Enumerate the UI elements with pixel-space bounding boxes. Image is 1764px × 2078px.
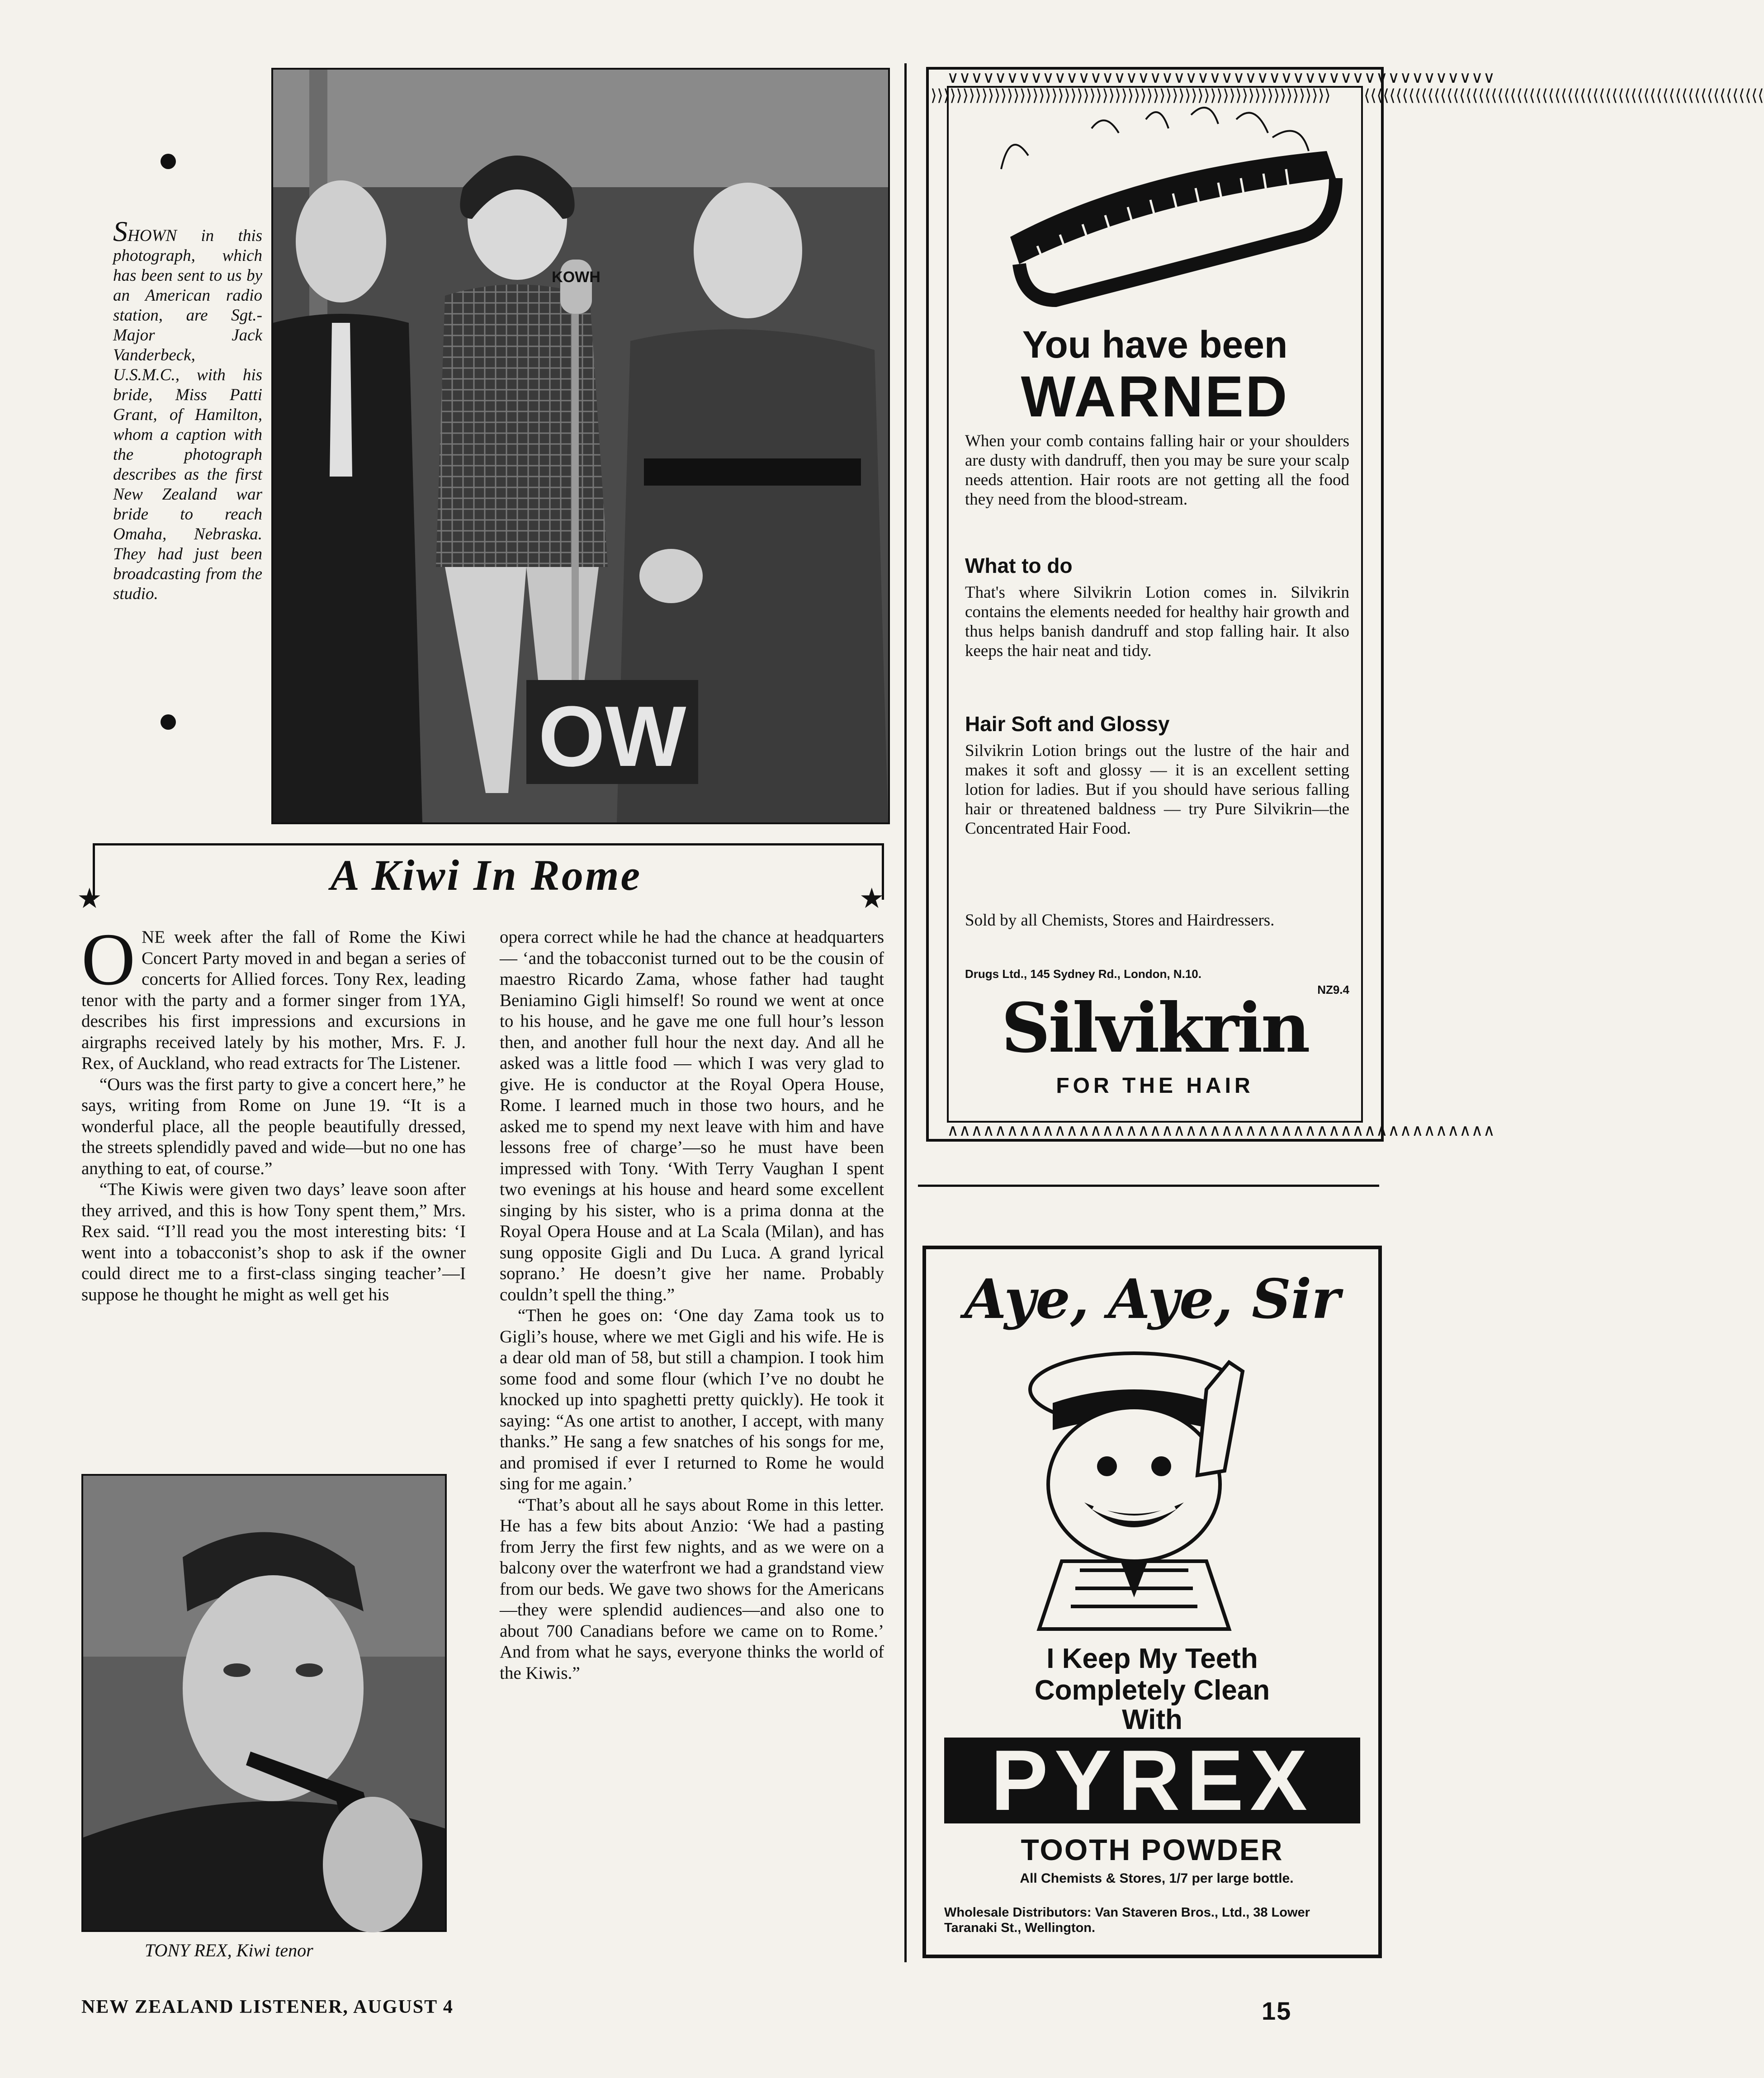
portrait-caption-name: TONY REX, <box>145 1940 232 1960</box>
caption-bullet-bottom <box>161 714 176 730</box>
article-column-1 <box>81 918 466 1305</box>
couple-photograph <box>271 68 890 824</box>
ad-section-what-to-do-text: That's where Silvikrin Lotion comes in. Silvikrin contains the elements needed for healthy hair growth and thus helps banish dandruff and stop falling hair. It also keeps the hair neat and tidy. <box>965 583 1349 660</box>
pyrex-distributor: Wholesale Distributors: Van Staveren Bros., Ltd., 38 Lower Taranaki St., Wellington. <box>944 1905 1310 1935</box>
caption-bullet-top <box>161 154 176 169</box>
ad-headline-warned: WARNED <box>1021 364 1289 429</box>
photo-caption <box>113 215 262 604</box>
page-number: 15 <box>1262 1997 1292 2025</box>
ad-section-hair-soft: Hair Soft and Glossy <box>965 712 1170 736</box>
zigzag-border-bottom: ∧∧∧∧∧∧∧∧∧∧∧∧∧∧∧∧∧∧∧∧∧∧∧∧∧∧∧∧∧∧∧∧∧∧∧∧∧∧∧∧∧∧∧∧∧∧ <box>947 1121 1495 1140</box>
sailor-illustration <box>1017 1335 1288 1629</box>
column-divider <box>904 63 907 1962</box>
couple-photo-illustration <box>273 70 888 822</box>
title-star-right: ★ <box>859 883 884 914</box>
ad-separator <box>918 1185 1379 1187</box>
portrait-caption-role: Kiwi tenor <box>236 1940 313 1960</box>
pyrex-line-2: Completely Clean <box>1034 1675 1270 1706</box>
caption-text: HOWN in this photograph, which has been sent to us by an American radio station, are Sgt.-Major Jack Vanderbeck, U.S.M.C., with his bride, Miss Patti Grant, of Hamilton, whom a caption with the photograph describes as the first New Zealand war bride to reach Omaha, Nebraska. They had just been broadcasting from the studio. <box>113 227 262 603</box>
zigzag-border-right: ⟨⟨⟨⟨⟨⟨⟨⟨⟨⟨⟨⟨⟨⟨⟨⟨⟨⟨⟨⟨⟨⟨⟨⟨⟨⟨⟨⟨⟨⟨⟨⟨⟨⟨⟨⟨⟨⟨⟨⟨⟨⟨⟨⟨⟨⟨⟨⟨⟨⟨⟨⟨⟨⟨⟨⟨⟨⟨⟨⟨⟨⟨⟨ <box>1364 86 1764 105</box>
ad-section-hair-soft-text: Silvikrin Lotion brings out the lustre of the hair and makes it soft and glossy — it is an excellent setting lotion for ladies. But if you should have serious falling hair or threatened baldness — try Pure Silvikrin—the Concentrated Hair Food. <box>965 741 1349 838</box>
pyrex-availability: All Chemists & Stores, 1/7 per large bottle. <box>1020 1871 1294 1886</box>
zigzag-border-top: ∨∨∨∨∨∨∨∨∨∨∨∨∨∨∨∨∨∨∨∨∨∨∨∨∨∨∨∨∨∨∨∨∨∨∨∨∨∨∨∨∨∨∨∨∨∨ <box>947 68 1495 87</box>
ad-code: NZ9.4 <box>1317 983 1349 996</box>
article-paragraph-3: “The Kiwis were given two days’ leave soon after they arrived, and this is how Tony spent them,” Mrs. Rex said. “I’ll read you the most interesting bits: ‘I went into a tobacconist’s shop to ask if the owner could direct me to a first-class singing teacher’—I suppose he thought he might as well get his <box>81 1180 466 1304</box>
pyrex-line-3: With <box>1122 1704 1182 1735</box>
studio-sign-letters: OW <box>538 689 686 784</box>
portrait-illustration <box>83 1476 445 1930</box>
comb-icon <box>956 101 1349 327</box>
portrait-caption <box>145 1940 416 1961</box>
article-column-2 <box>500 927 884 1684</box>
publication-footer: NEW ZEALAND LISTENER, AUGUST 4 <box>81 1997 454 2017</box>
ad-intro: When your comb contains falling hair or your shoulders are dusty with dandruff, then you may be sure your scalp needs attention. Hair roots are not getting all the food they need from the blood-stream. <box>965 432 1349 509</box>
tony-rex-portrait <box>81 1474 447 1932</box>
zigzag-border-left: ⟩⟩⟩⟩⟩⟩⟩⟩⟩⟩⟩⟩⟩⟩⟩⟩⟩⟩⟩⟩⟩⟩⟩⟩⟩⟩⟩⟩⟩⟩⟩⟩⟩⟩⟩⟩⟩⟩⟩⟩⟩⟩⟩⟩⟩⟩⟩⟩⟩⟩⟩⟩⟩⟩⟩⟩⟩⟩⟩⟩⟩⟩⟩ <box>931 86 1331 105</box>
pyrex-logo: PYREX <box>944 1738 1360 1823</box>
article-paragraph-5: “Then he goes on: ‘One day Zama took us to Gigli’s house, where we met Gigli and his wife. He is a dear old man of 58, but still a champion. I took him some food and some flour (which I’ve no doubt he knocked up into spaghetti pretty quickly). He took it saying: “As one artist to another, I accept, with many thanks.” He sang a few snatches of his songs for me, and promised if ever I returned to Rome he would sing for me again.’ <box>500 1306 884 1493</box>
ad-address: Drugs Ltd., 145 Sydney Rd., London, N.10. <box>965 967 1201 981</box>
article-paragraph-2: “Ours was the first party to give a concert here,” he says, writing from Rome on June 19. “It is a wonderful place, all the people beautifully dressed, the streets splendidly paved and wide—but no one has anything to eat, of course.” <box>81 1074 466 1178</box>
pyrex-advertisement <box>922 1246 1382 1958</box>
silvikrin-advertisement <box>926 67 1764 1142</box>
ad-tagline: FOR THE HAIR <box>1056 1074 1254 1098</box>
article-title: A Kiwi In Rome <box>330 851 642 899</box>
ad-section-what-to-do: What to do <box>965 554 1073 577</box>
article-paragraph-4: opera correct while he had the chance at headquarters — ‘and the tobacconist turned out to be the cousin of maestro Ricardo Zama, whose father had taught Beniamino Gigli himself! So round we went at once to his house, and he gave me one full hour’s lesson then, and another full hour the next day. And all he asked was a little food — which I was very glad to give. He is conductor at the Royal Opera House, Rome. I learned much in those two hours, and he asked me to spend my next leave with him and have lessons free of charge’—so he must have been impressed with Tony. ‘With Terry Vaughan I spent two evenings at his house and heard some excellent singing by his sister, who is a prima donna at the Royal Opera House and at La Scala (Milan), and has sung opposite Gigli and Du Luca. A grand lyrical soprano.’ He doesn’t give her name. Probably couldn’t spell the thing.” <box>500 927 884 1304</box>
ad-headline-top: You have been <box>1022 323 1288 366</box>
ad-sold-by: Sold by all Chemists, Stores and Hairdressers. <box>965 911 1275 930</box>
pyrex-product: TOOTH POWDER <box>1021 1833 1284 1866</box>
pyrex-slogan: Aye, Aye, Sir <box>964 1267 1340 1331</box>
article-paragraph-1: ONE week after the fall of Rome the Kiwi Concert Party moved in and began a series of concerts for Allied forces. Tony Rex, leading tenor with the party and a former singer from 1YA, describes his first impressions and excursions in airgraphs received lately by his mother, Mrs. F. J. Rex, of Auckland, who read extracts for The Listener. <box>81 918 466 1073</box>
microphone-call-sign: KOWH <box>552 269 601 286</box>
article-paragraph-6: “That’s about all he says about Rome in this letter. He has a few bits about Anzio: ‘We had a pasting from Jerry the first few nights, and as we were on a balcony over the waterfront we had a grandstand view from our beds. We gave two shows for the Americans—they were splendid audiences—and also one to about 700 Canadians before we came on to Rome.’ And from what he says, everyone thinks the world of the Kiwis.” <box>500 1495 884 1683</box>
pyrex-line-1: I Keep My Teeth <box>1046 1643 1258 1674</box>
caption-lead-letter: S <box>113 215 128 247</box>
silvikrin-logo: Silvikrin <box>1001 988 1309 1068</box>
title-star-left: ★ <box>77 883 102 914</box>
article-dropcap: O <box>81 918 136 1001</box>
